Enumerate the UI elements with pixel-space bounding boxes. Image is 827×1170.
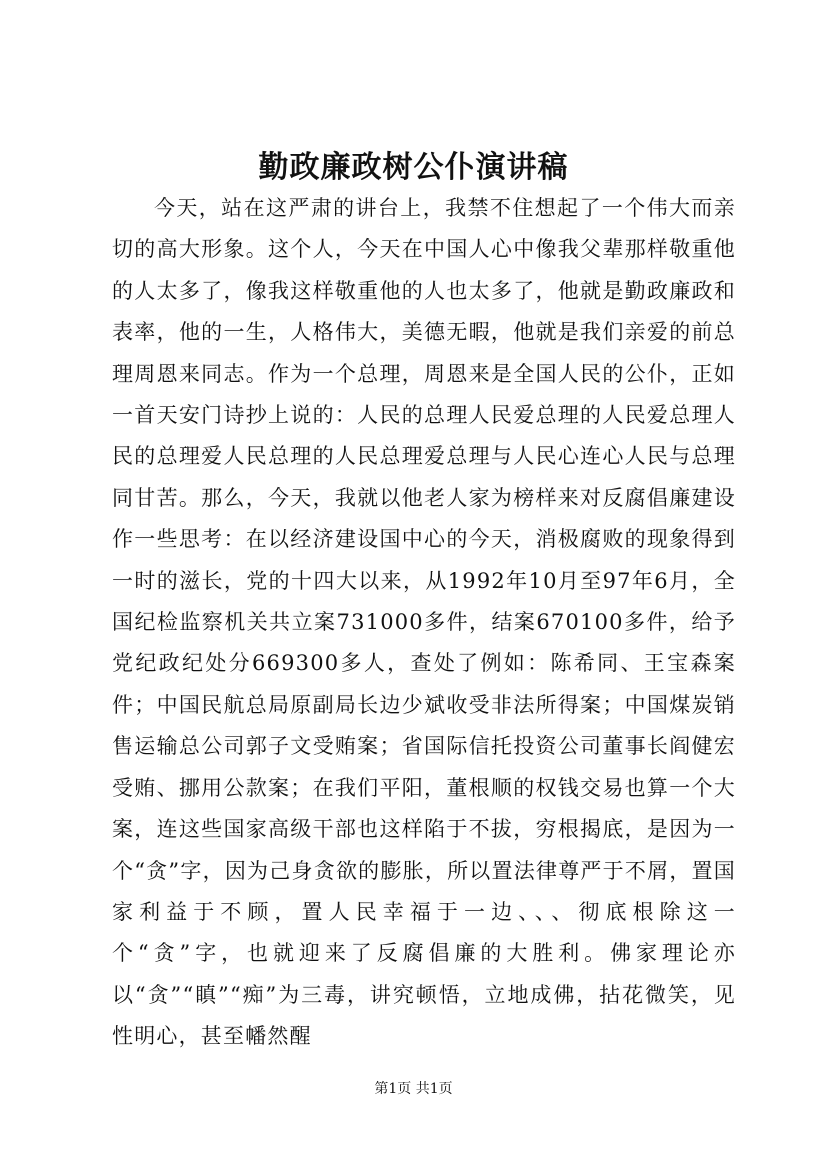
speech-paragraph: 今天，站在这严肃的讲台上，我禁不住想起了一个伟大而亲切的高大形象。这个人，今天在中国人心中像我父辈那样敬重他的人太多了，像我这样敬重他的人也太多了，他就是勤政廉政和表率，他的一生，人格伟大，美德无暇，他就是我们亲爱的前总理周恩来同志。作为一个总理，周恩来是全国人民的公仆，正如一首天安门诗抄上说的：人民的总理人民爱总理的人民爱总理人民的总理爱人民总理的人民总理爱总理与人民心连心人民与总理同甘苦。那么，今天，我就以他老人家为榜样来对反腐倡廉建设作一些思考：在以经济建设国中心的今天，消极腐败的现象得到一时的滋长，党的十四大以来，从1992年10月至97年6月，全国纪检监察机关共立案731000多件，结案670100多件，给予党纪政纪处分669300多人，查处了例如：陈希同、王宝森案件；中国民航总局原副局长边少斌收受非法所得案；中国煤炭销售运输总公司郭子文受贿案；省国际信托投资公司董事长阎健宏受贿、挪用公款案；在我们平阳，董根顺的权钱交易也算一个大案，连这些国家高级干部也这样陷于不拔，穷根揭底，是因为一个“贪”字，因为己身贪欲的膨胀，所以置法律尊严于不屑，置国家利益于不顾，置人民幸福于一边、、、彻底根除这一个“贪”字，也就迎来了反腐倡廉的大胜利。佛家理论亦以“贪”“瞋”“痴”为三毒，讲究顿悟，立地成佛，拈花微笑，见性明心，甚至幡然醒	[112, 196, 736, 1049]
page-number-footer: 第1页 共1页	[374, 1081, 453, 1097]
page-title: 勤政廉政树公仆演讲稿	[258, 150, 569, 185]
